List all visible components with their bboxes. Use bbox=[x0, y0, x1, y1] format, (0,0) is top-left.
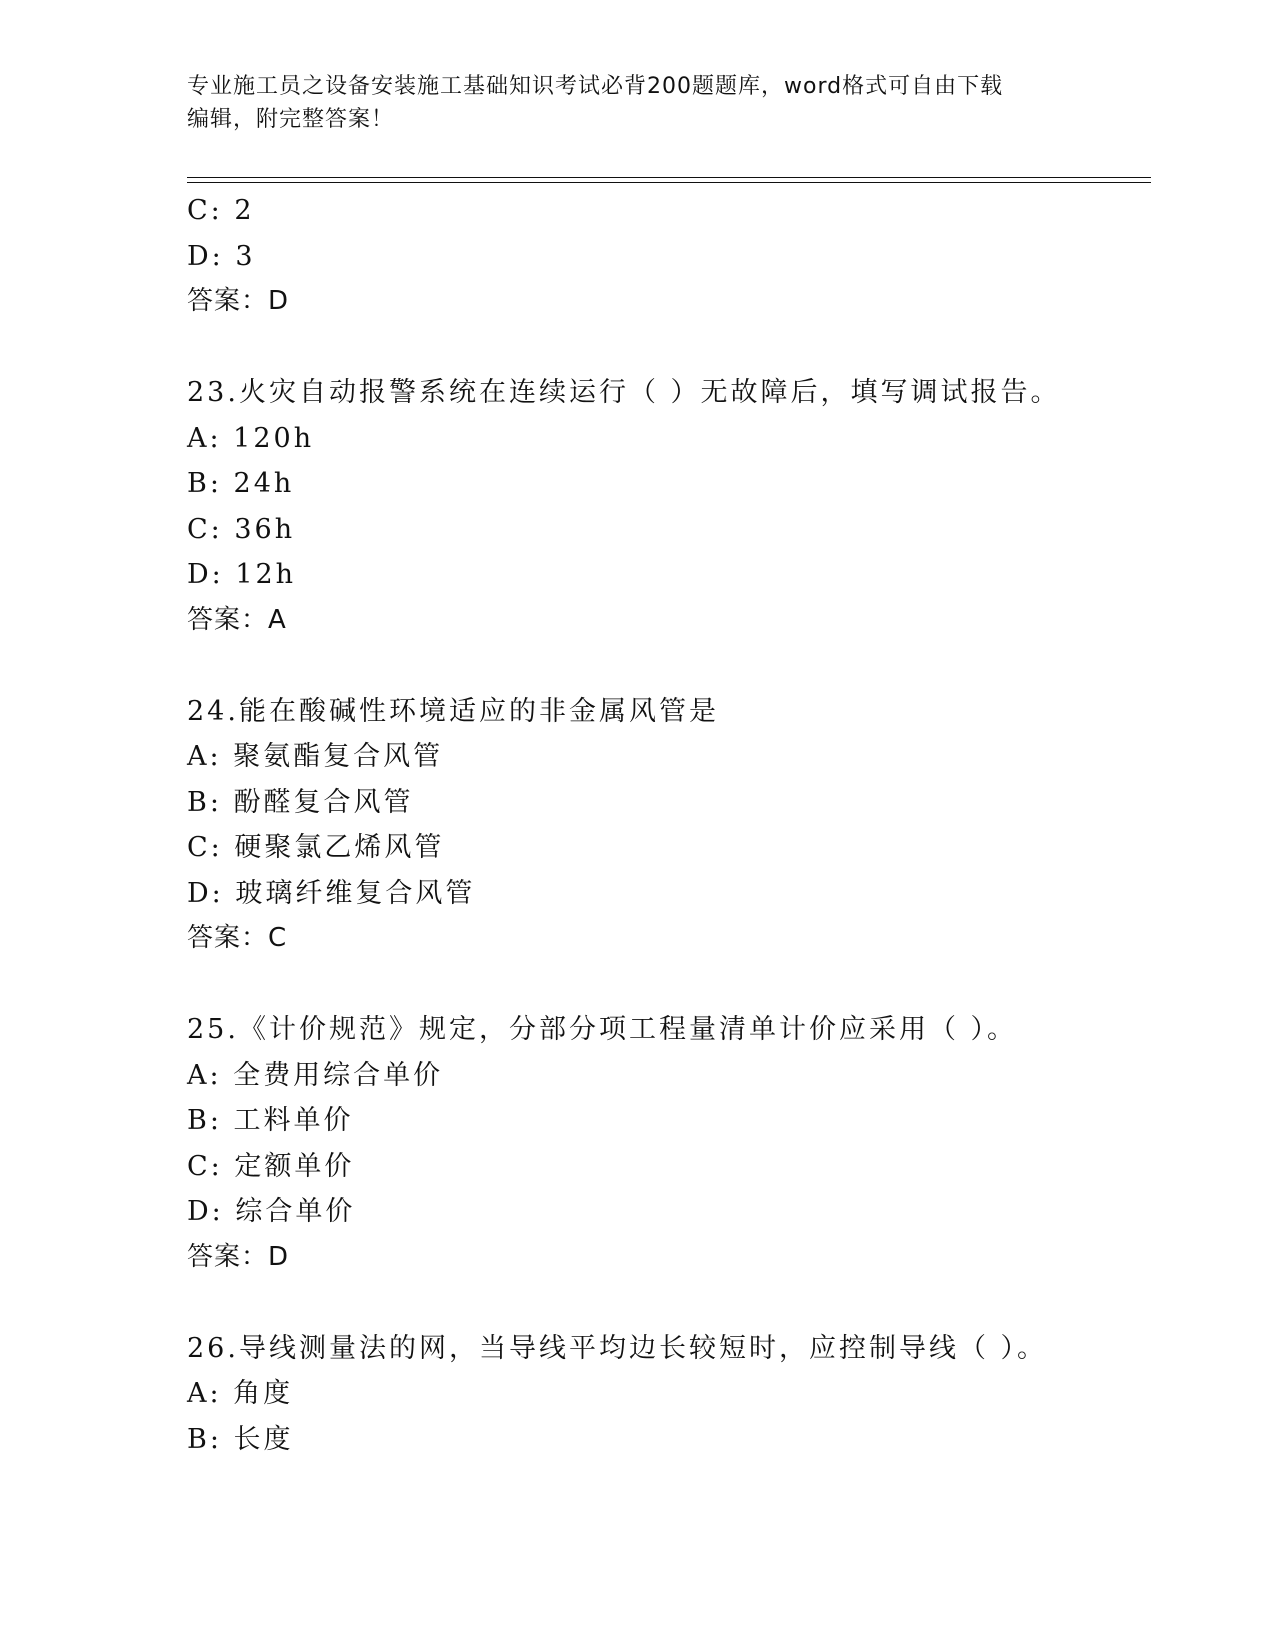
option-d: D: 玻璃纤维复合风管 bbox=[187, 877, 476, 909]
spacer bbox=[187, 325, 1151, 371]
option-a: A: 角度 bbox=[187, 1378, 294, 1409]
question-24 bbox=[187, 689, 1151, 962]
option-c: C: 36h bbox=[187, 513, 296, 545]
option-c: C: 2 bbox=[187, 195, 255, 226]
option-b: B: 长度 bbox=[187, 1423, 294, 1455]
option-a: A: 120h bbox=[187, 422, 315, 454]
header-title-line-1: 专业施工员之设备安装施工基础知识考试必背200题题库，word格式可自由下载 bbox=[187, 74, 1004, 99]
option-d: D: 3 bbox=[187, 240, 256, 272]
spacer bbox=[187, 1280, 1151, 1326]
question-text: 23.火灾自动报警系统在连续运行（ ）无故障后，填写调试报告。 bbox=[187, 377, 1061, 408]
option-b: B: 工料单价 bbox=[187, 1105, 354, 1136]
option-a: A: 聚氨酯复合风管 bbox=[187, 741, 444, 772]
question-26 bbox=[187, 1326, 1151, 1463]
question-text: 24.能在酸碱性环境适应的非金属风管是 bbox=[187, 695, 719, 727]
header-title-line-2: 编辑，附完整答案！ bbox=[187, 107, 395, 132]
option-d: D: 综合单价 bbox=[187, 1196, 356, 1227]
question-text: 26.导线测量法的网，当导线平均边长较短时，应控制导线（ ）。 bbox=[187, 1332, 1048, 1364]
answer-line: 答案：C bbox=[187, 923, 288, 953]
option-c: C: 硬聚氯乙烯风管 bbox=[187, 832, 445, 863]
question-list bbox=[187, 188, 1151, 1462]
answer-line: 答案：D bbox=[187, 1241, 290, 1272]
question-22-fragment bbox=[187, 188, 1151, 325]
answer-line: 答案：A bbox=[187, 604, 287, 635]
spacer bbox=[187, 643, 1151, 689]
question-25 bbox=[187, 1007, 1151, 1280]
option-a: A: 全费用综合单价 bbox=[187, 1059, 444, 1091]
answer-line: 答案：D bbox=[187, 286, 290, 316]
option-b: B: 24h bbox=[187, 468, 295, 499]
spacer bbox=[187, 962, 1151, 1008]
question-23 bbox=[187, 370, 1151, 643]
document-header bbox=[187, 70, 1087, 136]
option-c: C: 定额单价 bbox=[187, 1150, 355, 1182]
question-text: 25.《计价规范》规定，分部分项工程量清单计价应采用（ ）。 bbox=[187, 1014, 1018, 1045]
option-b: B: 酚醛复合风管 bbox=[187, 786, 414, 818]
header-divider-top bbox=[187, 177, 1151, 178]
header-divider-bottom bbox=[187, 182, 1151, 183]
option-d: D: 12h bbox=[187, 559, 297, 590]
